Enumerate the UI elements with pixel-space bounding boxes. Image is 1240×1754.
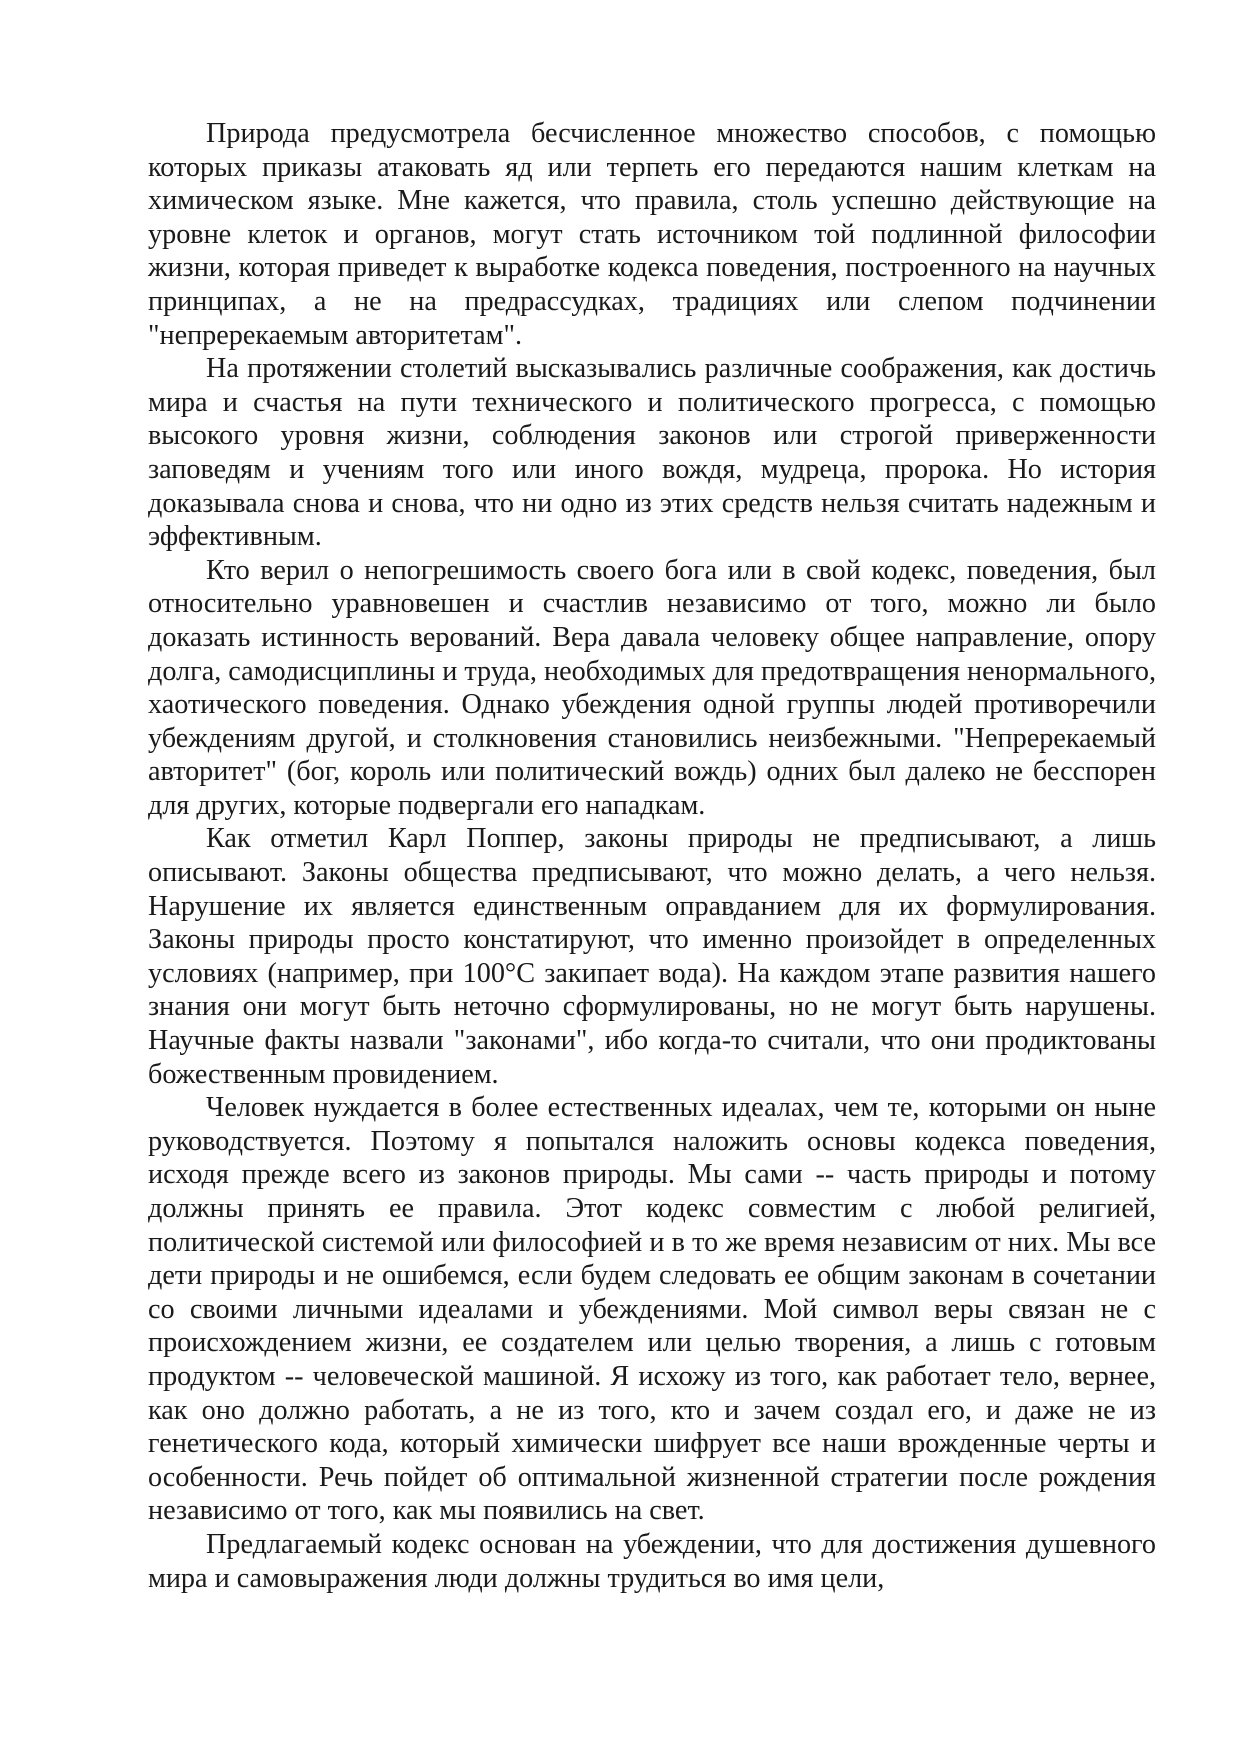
paragraph-5: Человек нуждается в более естественных идеалах, чем те, которыми он ныне руководствуется. Поэтому я попытался наложить основы кодекса поведения, исходя прежде всего из законов природы. Мы сами -- часть природы и потому должны принять ее правила. Этот кодекс совместим с любой религией, политической системой или философией и в то же время независим от них. Мы все дети природы и не ошибемся, если будем следовать ее общим законам в сочетании со своими личными идеалами и убеждениями. Мой символ веры связан не с происхождением жизни, ее создателем или целью творения, а лишь с готовым продуктом -- человеческой машиной. Я исхожу из того, как работает тело, вернее, как оно должно работать, а не из того, кто и зачем создал его, и даже не из генетического кода, который химически шифрует все наши врожденные черты и особенности. Речь пойдет об оптимальной жизненной стратегии после рождения независимо от того, как мы появились на свет. — [148, 1092, 1156, 1527]
paragraph-1: Природа предусмотрела бесчисленное множество способов, с помощью которых приказы атаковать яд или терпеть его передаются нашим клеткам на химическом языке. Мне кажется, что правила, столь успешно действующие на уровне клеток и органов, могут стать источником той подлинной философии жизни, которая приведет к выработке кодекса поведения, построенного на научных принципах, а не на предрассудках, традициях или слепом подчинении "непререкаемым авторитетам". — [148, 118, 1156, 351]
paragraph-3: Кто верил о непогрешимость своего бога или в свой кодекс, поведения, был относительно уравновешен и счастлив независимо от того, можно ли было доказать истинность верований. Вера давала человеку общее направление, опору долга, самодисциплины и труда, необходимых для предотвращения ненормального, хаотического поведения. Однако убеждения одной группы людей противоречили убеждениям другой, и столкновения становились неизбежными. "Непререкаемый авторитет" (бог, король или политический вождь) одних был далеко не бесспорен для других, которые подвергали его нападкам. — [148, 554, 1156, 821]
paragraph-6: Предлагаемый кодекс основан на убеждении, что для достижения душевного мира и самовыражения люди должны трудиться во имя цели, — [148, 1528, 1156, 1594]
document-page — [148, 117, 1156, 1595]
paragraph-2: На протяжении столетий высказывались различные соображения, как достичь мира и счастья на пути технического и политического прогресса, с помощью высокого уровня жизни, соблюдения законов или строгой приверженности заповедям и учениям того или иного вождя, мудреца, пророка. Но история доказывала снова и снова, что ни одно из этих средств нельзя считать надежным и эффективным. — [148, 353, 1156, 553]
paragraph-4: Как отметил Карл Поппер, законы природы не предписывают, а лишь описывают. Законы общества предписывают, что можно делать, а чего нельзя. Нарушение их является единственным оправданием для их формулирования. Законы природы просто констатируют, что именно произойдет в определенных условиях (например, при 100°С закипает вода). На каждом этапе развития нашего знания они могут быть неточно сформулированы, но не могут быть нарушены. Научные факты назвали "законами", ибо когда-то считали, что они продиктованы божественным провидением. — [148, 823, 1156, 1090]
